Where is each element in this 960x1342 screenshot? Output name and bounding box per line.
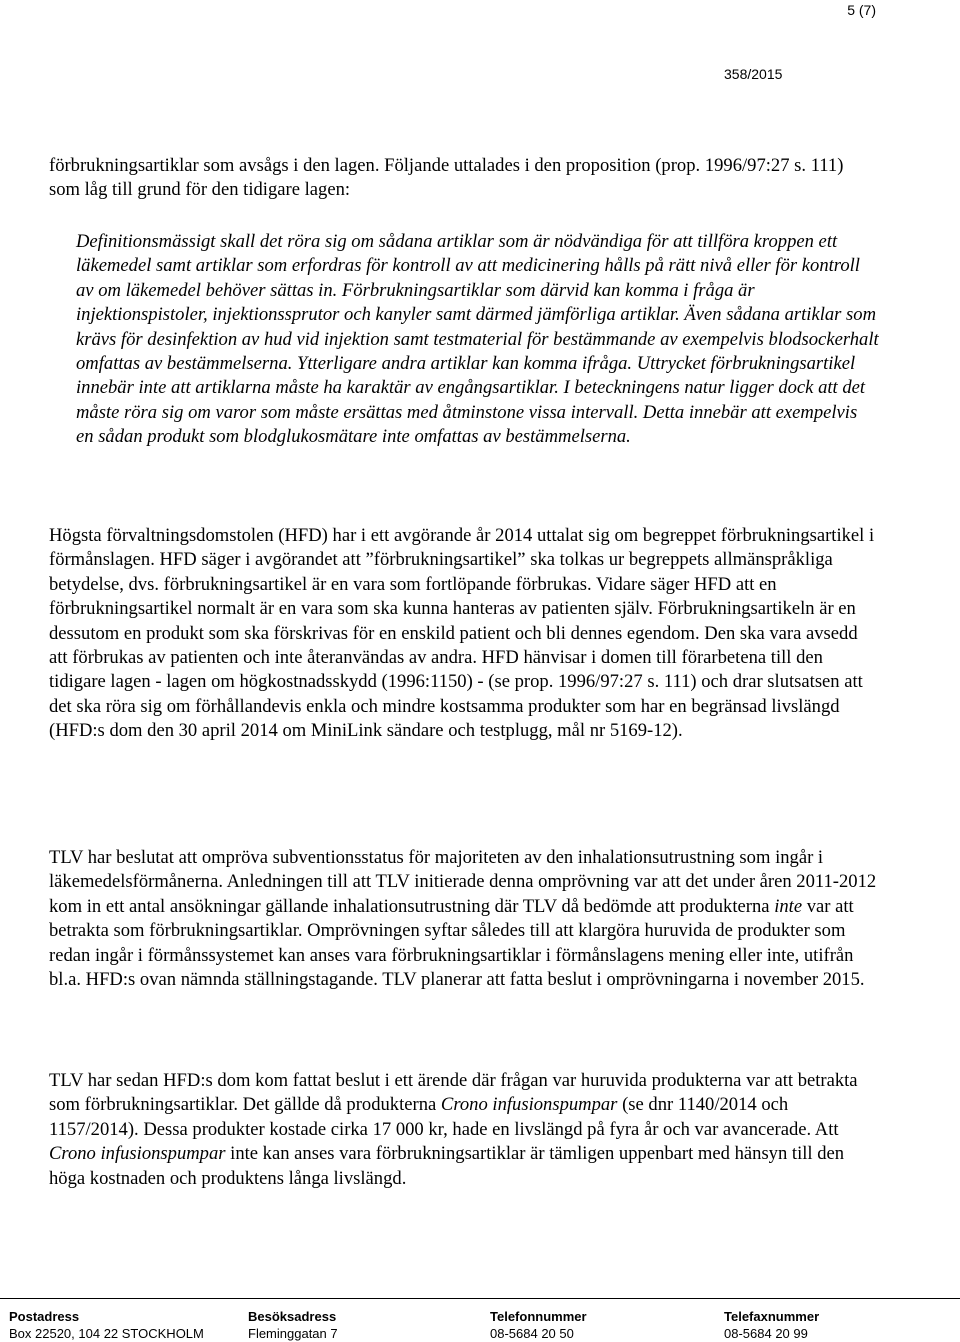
tlv-reassessment-text — [49, 846, 879, 992]
intro-paragraph — [49, 154, 879, 203]
intro-text: förbrukningsartiklar som avsågs i den lagen. Följande uttalades i den proposition (prop. 1996/97:27 s. 111) som låg till grund för den tidigare lagen: — [49, 155, 844, 201]
telefon-value: 08-5684 20 50 — [490, 1326, 574, 1341]
telefax-value: 08-5684 20 99 — [724, 1326, 808, 1341]
footer-besoksadress — [248, 1308, 338, 1342]
quote-block — [49, 230, 879, 450]
tlv-decision-paragraph — [49, 1069, 879, 1191]
tlv-reassessment-paragraph — [49, 846, 879, 992]
tlv2-text-c: inte kan anses vara förbrukningsartiklar är tämligen uppenbart med hänsyn till den höga kostnaden och produktens långa livslängd. — [49, 1143, 845, 1189]
hfd-text: Högsta förvaltningsdomstolen (HFD) har i ett avgörande år 2014 uttalat sig om begreppet förbrukningsartikel i förmånslagen. HFD säger i avgörandet att ”förbrukningsartikel” ska tolkas ur begreppets allmänspråkliga betydelse, dvs. förbrukningsartikel är en vara som fortlöpande förbrukas. Vidare säger HFD att en förbrukningsartikel normalt är en vara som ska kunna hanteras av patienten själv. Förbrukningsartikeln är en dessutom en produkt som ska förskrivas för en enskild patient och bli dennes egendom. Den ska vara avsedd att förbrukas av patienten och inte återanvändas av andra. HFD hänvisar i domen till förarbetena till den tidigare lagen - lagen om högkostnadsskydd (1996:1150) - (se prop. 1996/97:27 s. 111) och drar slutsatsen att det ska röra sig om förhållandevis enkla och mindre kostsamma produkter som har en begränsad livslängd (HFD:s dom den 30 april 2014 om MiniLink sändare och testplugg, mål nr 5169-12). — [49, 525, 875, 742]
proposition-quote: Definitionsmässigt skall det röra sig om sådana artiklar som är nödvändiga för att tillföra kroppen ett läkemedel samt artiklar som erfordras för kontroll av att medicinering hålls på rätt nivå eller för kontroll av om läkemedel behöver sättas in. Förbrukningsartiklar som därvid kan komma i fråga är injektionspistoler, injektionssprutor och kanyler samt därmed jämförliga artiklar. Även sådana artiklar som krävs för desinfektion av hud vid injektion samt testmaterial för bestämmande av exempelvis blodsockerhalt omfattas av bestämmelserna. Ytterligare andra artiklar kan komma ifråga. Uttrycket förbrukningsartikel innebär inte att artiklarna måste ha karaktär av engångsartiklar. I beteckningens natur ligger dock att det måste röra sig om varor som måste ersättas med åtminstone vissa intervall. Detta innebär att exempelvis en sådan produkt som blodglukosmätare inte omfattas av bestämmelserna. — [76, 231, 879, 448]
postadress-label: Postadress — [9, 1309, 80, 1324]
page-number: 5 (7) — [847, 2, 876, 18]
tlv1-text-b: var att betrakta som förbrukningsartiklar. Omprövningen syftar således till att klargöra huruvida de produkter som redan ingår i förmånssystemet kan anses vara förbrukningsartiklar i förmånslagens mening eller inte, utifrån bl.a. HFD:s ovan nämnda ställningstagande. TLV planerar att fatta beslut i omprövningarna i november 2015. — [49, 895, 865, 991]
besoksadress-value: Fleminggatan 7 — [248, 1326, 338, 1341]
tlv2-text-a: TLV har sedan HFD:s dom kom fattat beslut i ett ärende där frågan var huruvida produkterna var att betrakta som förbrukningsartiklar. Det gällde då produkterna — [49, 1070, 858, 1116]
footer-divider — [0, 1298, 960, 1299]
telefon-label: Telefonnummer — [490, 1309, 587, 1324]
diarienummer: 358/2015 — [724, 66, 783, 82]
tlv2-text-b: (se dnr 1140/2014 och 1157/2014). Dessa produkter kostade cirka 17 000 kr, hade en livslängd på fyra år och var avancerade. Att — [49, 1094, 839, 1140]
besoksadress-label: Besöksadress — [248, 1309, 337, 1324]
footer-postadress — [9, 1308, 204, 1342]
telefax-label: Telefaxnummer — [724, 1309, 820, 1324]
tlv2-product-name-1: Crono infusionspumpar — [440, 1094, 618, 1116]
footer-telefax — [724, 1308, 819, 1342]
tlv-decision-text — [49, 1069, 879, 1191]
tlv1-emphasis: inte — [774, 895, 803, 917]
postadress-value: Box 22520, 104 22 STOCKHOLM — [9, 1326, 204, 1341]
tlv1-text-a: TLV har beslutat att ompröva subventionsstatus för majoriteten av den inhalationsutrustning som ingår i läkemedelsförmånerna. Anledningen till att TLV initierade denna omprövning var att det under åren 2011-2012 kom in ett antal ansökningar gällande inhalationsutrustning där TLV då bedömde att produkterna — [49, 847, 877, 917]
footer-telefon — [490, 1308, 587, 1342]
tlv2-product-name-2: Crono infusionspumpar — [49, 1143, 226, 1165]
hfd-paragraph — [49, 524, 879, 744]
